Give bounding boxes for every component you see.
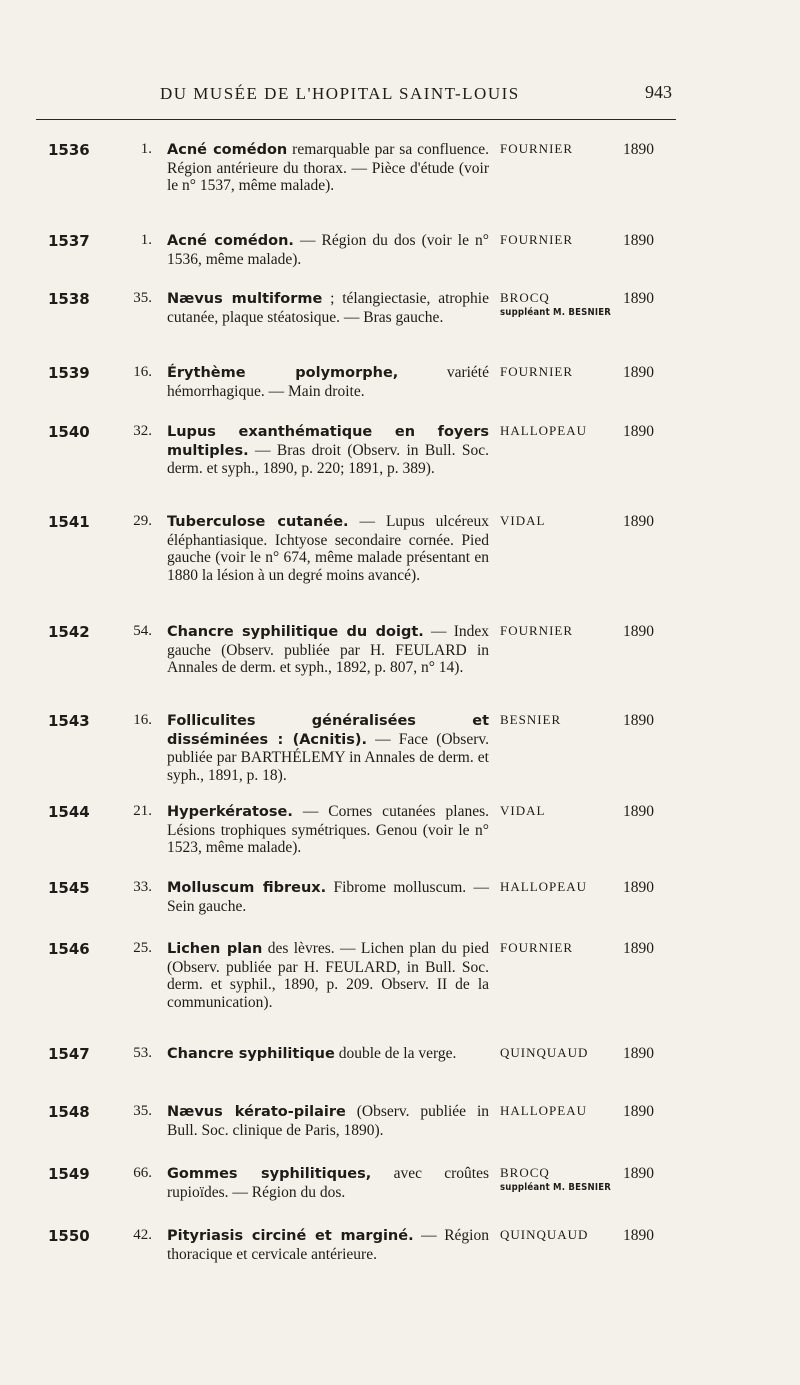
entry-year: 1890: [623, 423, 654, 440]
category-number: 35.: [133, 290, 152, 306]
entry-year: 1890: [623, 232, 654, 249]
entry-details: — Région du dos (voir le n° 1536, même malade).: [167, 232, 489, 268]
entry-title: Nævus multiforme: [167, 291, 323, 307]
category-number: 32.: [133, 423, 152, 439]
entry-year: 1890: [623, 513, 654, 530]
entry-author: [500, 623, 615, 639]
category-number: 29.: [133, 513, 152, 529]
author-substitute: suppléant M. BESNIER: [500, 1182, 612, 1193]
category-number: 1.: [140, 232, 152, 248]
entry-author: [500, 940, 615, 956]
entry-number: 1541: [48, 513, 90, 531]
entry-title: Lupus exanthématique en foyers multiples.: [167, 424, 489, 459]
entry-description: [167, 1045, 489, 1064]
entry-title: Acné comédon.: [167, 233, 294, 249]
author-name: HALLOPEAU: [500, 879, 587, 894]
entry-description: [167, 141, 489, 195]
author-name: BROCQ: [500, 290, 550, 305]
entry-title: Hyperkératose.: [167, 804, 293, 820]
author-name: FOURNIER: [500, 364, 574, 379]
author-substitute: suppléant M. BESNIER: [500, 307, 612, 318]
entry-description: [167, 803, 489, 857]
author-name: VIDAL: [500, 513, 546, 528]
entry-title: Molluscum fibreux.: [167, 880, 327, 896]
category-number: 25.: [133, 940, 152, 956]
entry-details: — Index gauche (Observ. publiée par H. FEULARD in Annales de derm. et syph., 1892, p. 807, n° 14).: [167, 623, 489, 676]
entry-description: [167, 940, 489, 1011]
entry-description: [167, 290, 489, 326]
entry-author: [500, 1227, 615, 1243]
entry-year: 1890: [623, 1227, 654, 1244]
entry-number: 1539: [48, 364, 90, 382]
category-number: 21.: [133, 803, 152, 819]
entry-number: 1537: [48, 232, 90, 250]
entry-title: Chancre syphilitique: [167, 1046, 335, 1062]
entry-details: ; télangiectasie, atrophie cutanée, plaque stéatosique. — Bras gauche.: [167, 290, 489, 326]
entry-description: [167, 1165, 489, 1201]
entry-year: 1890: [623, 712, 654, 729]
author-name: HALLOPEAU: [500, 423, 587, 438]
entry-number: 1549: [48, 1165, 90, 1183]
entry-description: [167, 513, 489, 584]
entry-description: [167, 712, 489, 784]
entry-year: 1890: [623, 1045, 654, 1062]
entry-year: 1890: [623, 1165, 654, 1182]
entry-author: [500, 423, 615, 439]
entry-number: 1546: [48, 940, 90, 958]
entry-details: (Observ. publiée in Bull. Soc. clinique de Paris, 1890).: [167, 1103, 489, 1139]
category-number: 1.: [140, 141, 152, 157]
author-name: BESNIER: [500, 712, 562, 727]
entry-number: 1543: [48, 712, 90, 730]
entry-details: — Bras droit (Observ. in Bull. Soc. derm. et syph., 1890, p. 220; 1891, p. 389).: [167, 441, 489, 477]
entry-title: Acné comédon: [167, 142, 288, 158]
category-number: 33.: [133, 879, 152, 895]
entry-details: remarquable par sa confluence. Région antérieure du thorax. — Pièce d'étude (voir le n° 1537, même malade).: [167, 141, 489, 194]
entry-author: [500, 879, 615, 895]
category-number: 53.: [133, 1045, 152, 1061]
category-number: 66.: [133, 1165, 152, 1181]
entry-details: avec croûtes rupioïdes. — Région du dos.: [167, 1165, 489, 1201]
entry-number: 1550: [48, 1227, 90, 1245]
author-name: BROCQ: [500, 1165, 550, 1180]
entry-year: 1890: [623, 623, 654, 640]
entry-number: 1544: [48, 803, 90, 821]
entry-title: Folliculites généralisées et disséminées : (Acnitis).: [167, 713, 489, 748]
entry-title: Nævus kérato-pilaire: [167, 1104, 346, 1120]
running-head: DU MUSÉE DE L'HOPITAL SAINT-LOUIS: [160, 84, 520, 103]
entry-details: double de la verge.: [334, 1045, 457, 1062]
entry-number: 1538: [48, 290, 90, 308]
entry-author: [500, 232, 615, 248]
entry-description: [167, 1227, 489, 1263]
entry-title: Lichen plan: [167, 941, 263, 957]
header-rule: [36, 119, 676, 120]
entry-year: 1890: [623, 364, 654, 381]
entry-year: 1890: [623, 940, 654, 957]
entry-title: Pityriasis circiné et marginé.: [167, 1228, 414, 1244]
entry-title: Tuberculose cutanée.: [167, 514, 349, 530]
author-name: HALLOPEAU: [500, 1103, 587, 1118]
entry-number: 1540: [48, 423, 90, 441]
author-name: FOURNIER: [500, 940, 574, 955]
entry-author: [500, 1045, 615, 1061]
author-name: FOURNIER: [500, 623, 574, 638]
entry-number: 1548: [48, 1103, 90, 1121]
entry-author: [500, 364, 615, 380]
entry-number: 1545: [48, 879, 90, 897]
entry-details: — Lupus ulcéreux éléphantiasique. Ichtyose secondaire cornée. Pied gauche (voir le n° 674, même malade présentant en 1880 la lésion à un degré moins avancé).: [167, 513, 490, 584]
entry-number: 1542: [48, 623, 90, 641]
entry-author: [500, 1103, 615, 1119]
entry-number: 1547: [48, 1045, 90, 1063]
entry-details: — Face (Observ. publiée par BARTHÉLEMY in Annales de derm. et syph., 1891, p. 18).: [167, 730, 489, 784]
entry-year: 1890: [623, 803, 654, 820]
entry-description: [167, 364, 489, 400]
entry-author: [500, 803, 615, 819]
entry-title: Chancre syphilitique du doigt.: [167, 624, 424, 640]
entry-author: [500, 712, 615, 728]
author-name: FOURNIER: [500, 232, 574, 247]
entry-details: Fibrome molluscum. — Sein gauche.: [167, 879, 489, 915]
entry-author: [500, 141, 615, 157]
category-number: 16.: [133, 712, 152, 728]
author-name: FOURNIER: [500, 141, 574, 156]
category-number: 54.: [133, 623, 152, 639]
page-number: 943: [645, 82, 672, 102]
entry-description: [167, 423, 489, 478]
entry-description: [167, 1103, 489, 1139]
entry-description: [167, 232, 489, 268]
entry-year: 1890: [623, 879, 654, 896]
category-number: 42.: [133, 1227, 152, 1243]
entry-details: des lèvres. — Lichen plan du pied (Observ. publiée par H. FEULARD, in Bull. Soc. derm. et syphil., 1890, p. 209. Observ. II de la communication).: [167, 940, 489, 1011]
entry-author: [500, 290, 615, 318]
entry-description: [167, 879, 489, 915]
category-number: 35.: [133, 1103, 152, 1119]
author-name: VIDAL: [500, 803, 546, 818]
entry-details: — Région thoracique et cervicale antérieure.: [167, 1227, 489, 1263]
entry-author: [500, 513, 615, 529]
entry-details: — Cornes cutanées planes. Lésions trophiques symétriques. Genou (voir le n° 1523, même malade).: [167, 803, 489, 856]
entry-details: variété hémorrhagique. — Main droite.: [167, 364, 489, 400]
entry-author: [500, 1165, 615, 1193]
entry-year: 1890: [623, 1103, 654, 1120]
entry-title: Érythème polymorphe,: [167, 365, 399, 381]
entry-number: 1536: [48, 141, 90, 159]
entry-title: Gommes syphilitiques,: [167, 1166, 372, 1182]
category-number: 16.: [133, 364, 152, 380]
entry-year: 1890: [623, 141, 654, 158]
entry-description: [167, 623, 489, 677]
author-name: QUINQUAUD: [500, 1227, 589, 1242]
author-name: QUINQUAUD: [500, 1045, 589, 1060]
entry-year: 1890: [623, 290, 654, 307]
